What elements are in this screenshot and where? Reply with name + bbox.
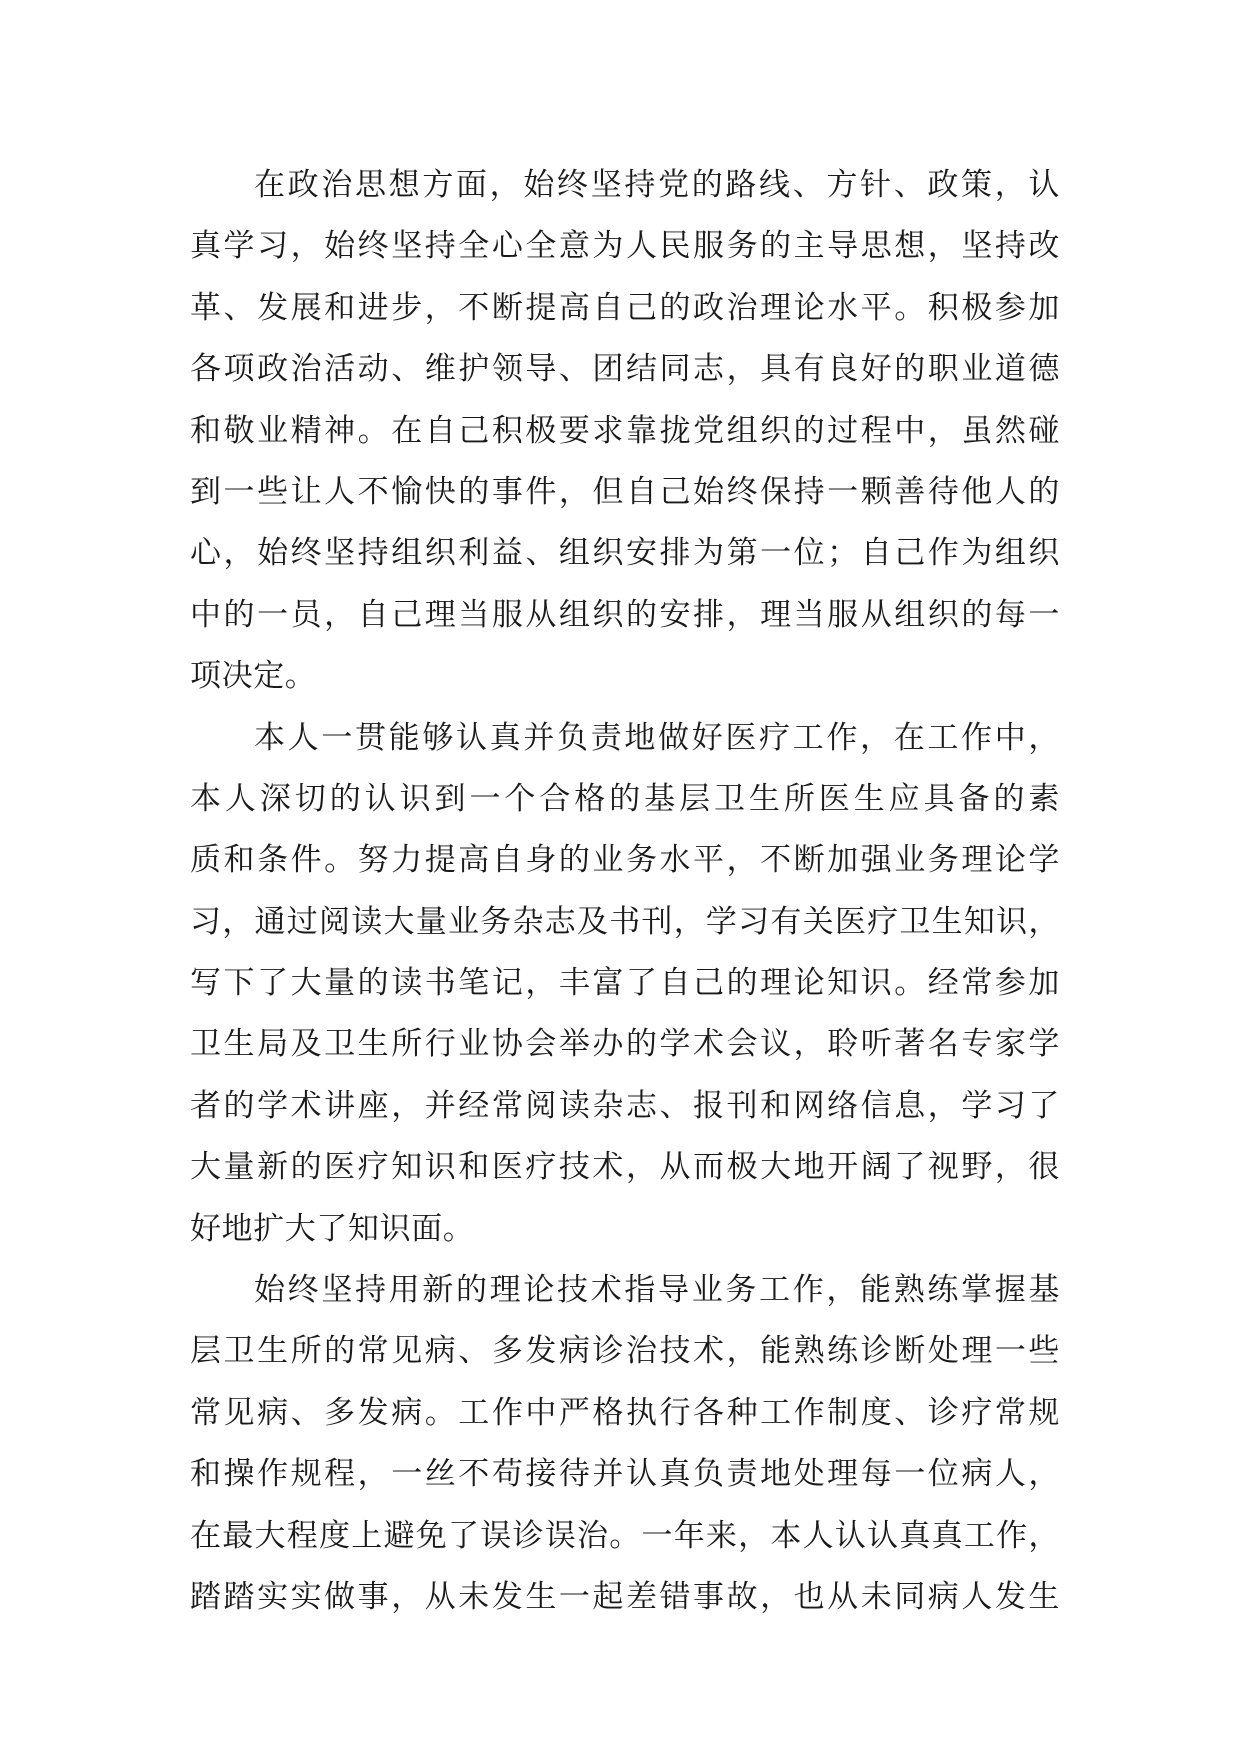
paragraph-medical-work (190, 708, 1060, 1261)
text-line: 项决定。 (190, 658, 317, 695)
text-line: 心，始终坚持组织利益、组织安排为第一位；自己作为组织 (190, 535, 1060, 572)
text-line: 各项政治活动、维护领导、团结同志，具有良好的职业道德 (190, 351, 1060, 388)
text-line: 好地扩大了知识面。 (190, 1210, 475, 1247)
text-line: 者的学术讲座，并经常阅读杂志、报刊和网络信息，学习了 (190, 1087, 1060, 1124)
text-line: 写下了大量的读书笔记，丰富了自己的理论知识。经常参加 (190, 965, 1060, 1002)
text-line: 本人深切的认识到一个合格的基层卫生所医生应具备的素 (190, 780, 1060, 817)
text-line: 卫生局及卫生所行业协会举办的学术会议，聆听著名专家学 (190, 1026, 1060, 1063)
text-line: 中的一员，自己理当服从组织的安排，理当服从组织的每一 (190, 596, 1060, 633)
text-line: 在最大程度上避免了误诊误治。一年来，本人认认真真工作， (190, 1517, 1060, 1554)
document-body (190, 155, 1060, 1628)
text-line: 层卫生所的常见病、多发病诊治技术，能熟练诊断处理一些 (190, 1333, 1060, 1370)
text-line: 大量新的医疗知识和医疗技术，从而极大地开阔了视野，很 (190, 1149, 1060, 1186)
text-line: 和操作规程，一丝不苟接待并认真负责地处理每一位病人， (190, 1456, 1060, 1493)
text-line: 踏踏实实做事，从未发生一起差错事故，也从未同病人发生 (190, 1578, 1060, 1615)
text-line: 本人一贯能够认真并负责地做好医疗工作，在工作中， (254, 719, 1060, 756)
text-line: 质和条件。努力提高自身的业务水平，不断加强业务理论学 (190, 842, 1060, 879)
text-line: 习，通过阅读大量业务杂志及书刊，学习有关医疗卫生知识， (190, 903, 1060, 940)
text-line: 真学习，始终坚持全心全意为人民服务的主导思想，坚持改 (190, 228, 1060, 265)
text-line: 和敬业精神。在自己积极要求靠拢党组织的过程中，虽然碰 (190, 412, 1060, 449)
text-line: 在政治思想方面，始终坚持党的路线、方针、政策，认 (254, 167, 1060, 203)
text-line: 到一些让人不愉快的事件，但自己始终保持一颗善待他人的 (190, 473, 1060, 510)
text-line: 始终坚持用新的理论技术指导业务工作，能熟练掌握基 (254, 1272, 1060, 1309)
paragraph-clinical-practice (190, 1260, 1060, 1628)
text-line: 常见病、多发病。工作中严格执行各种工作制度、诊疗常规 (190, 1394, 1060, 1431)
text-line: 革、发展和进步，不断提高自己的政治理论水平。积极参加 (190, 289, 1060, 326)
paragraph-political-thought (190, 155, 1060, 708)
